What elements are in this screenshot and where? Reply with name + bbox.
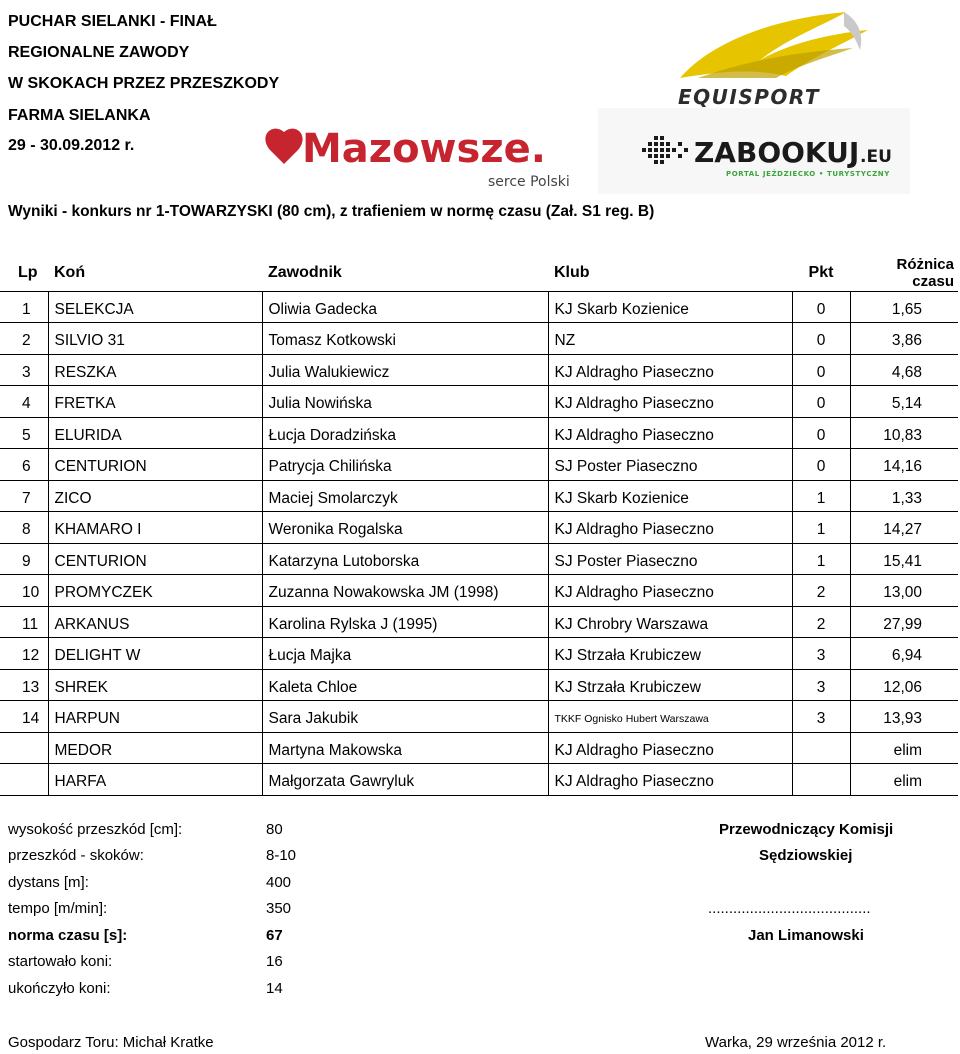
table-row <box>0 354 958 386</box>
cell-club: NZ <box>548 323 792 355</box>
cell-club: KJ Aldragho Piaseczno <box>548 575 792 607</box>
column-header-club: Klub <box>554 264 590 282</box>
column-header-rider: Zawodnik <box>268 264 342 282</box>
cell-time-difference: 27,99 <box>850 606 958 638</box>
table-row <box>0 701 958 733</box>
cell-rider: Sara Jakubik <box>262 701 548 733</box>
cell-points: 2 <box>792 575 850 607</box>
cell-rider: Karolina Rylska J (1995) <box>262 606 548 638</box>
header-line-regional: REGIONALNE ZAWODY <box>8 44 190 61</box>
signature-title-line2: Sędziowskiej <box>759 847 853 864</box>
cell-rank: 14 <box>0 701 48 733</box>
mazowsze-logo-tagline: serce Polski <box>488 174 570 190</box>
column-header-horse: Koń <box>54 264 86 282</box>
cell-club: KJ Strzała Krubiczew <box>548 638 792 670</box>
cell-points: 3 <box>792 669 850 701</box>
cell-rider: Oliwia Gadecka <box>262 291 548 323</box>
cell-rank: 7 <box>0 480 48 512</box>
cell-rank: 3 <box>0 354 48 386</box>
cell-horse: DELIGHT W <box>48 638 262 670</box>
cell-horse: ZICO <box>48 480 262 512</box>
cell-rider: Julia Nowińska <box>262 386 548 418</box>
cell-rider: Łucja Doradzińska <box>262 417 548 449</box>
cell-rank: 8 <box>0 512 48 544</box>
table-row <box>0 575 958 607</box>
header-line-venue: FARMA SIELANKA <box>8 107 151 124</box>
cell-club: SJ Poster Piaseczno <box>548 449 792 481</box>
cell-rank: 11 <box>0 606 48 638</box>
cell-time-difference: elim <box>850 732 958 764</box>
cell-rider: Łucja Majka <box>262 638 548 670</box>
cell-horse: HARPUN <box>48 701 262 733</box>
table-row <box>0 512 958 544</box>
table-row <box>0 606 958 638</box>
course-info-label: tempo [m/min]: <box>8 900 108 917</box>
cell-time-difference: 1,65 <box>850 291 958 323</box>
zabookuj-dots-icon <box>642 136 688 164</box>
cell-time-difference: 13,93 <box>850 701 958 733</box>
cell-horse: FRETKA <box>48 386 262 418</box>
course-info-value: 400 <box>266 874 292 891</box>
footer-place-date: Warka, 29 września 2012 r. <box>705 1034 887 1051</box>
cell-horse: ELURIDA <box>48 417 262 449</box>
cell-horse: SELEKCJA <box>48 291 262 323</box>
cell-points: 1 <box>792 543 850 575</box>
mazowsze-logo <box>262 114 612 194</box>
table-row <box>0 732 958 764</box>
cell-rider: Tomasz Kotkowski <box>262 323 548 355</box>
cell-rank: 4 <box>0 386 48 418</box>
course-info-value: 16 <box>266 953 283 970</box>
header-line-date: 29 - 30.09.2012 r. <box>8 137 135 154</box>
header-line-discipline: W SKOKACH PRZEZ PRZESZKODY <box>8 75 280 92</box>
cell-points: 0 <box>792 354 850 386</box>
cell-time-difference: 5,14 <box>850 386 958 418</box>
cell-rider: Martyna Makowska <box>262 732 548 764</box>
table-row <box>0 449 958 481</box>
table-row <box>0 323 958 355</box>
cell-club: KJ Skarb Kozienice <box>548 480 792 512</box>
cell-points: 2 <box>792 606 850 638</box>
cell-rider: Weronika Rogalska <box>262 512 548 544</box>
cell-horse: PROMYCZEK <box>48 575 262 607</box>
cell-time-difference: 13,00 <box>850 575 958 607</box>
cell-club: TKKF Ognisko Hubert Warszawa <box>548 701 792 733</box>
course-info-value: 67 <box>266 927 283 944</box>
cell-horse: RESZKA <box>48 354 262 386</box>
cell-points: 0 <box>792 449 850 481</box>
cell-club: KJ Aldragho Piaseczno <box>548 512 792 544</box>
course-info-value: 350 <box>266 900 292 917</box>
cell-club: KJ Chrobry Warszawa <box>548 606 792 638</box>
cell-club: KJ Aldragho Piaseczno <box>548 732 792 764</box>
cell-club: KJ Aldragho Piaseczno <box>548 354 792 386</box>
cell-points: 0 <box>792 417 850 449</box>
column-header-points: Pkt <box>808 264 834 282</box>
cell-time-difference: 4,68 <box>850 354 958 386</box>
course-info-label: dystans [m]: <box>8 874 89 891</box>
cell-horse: SILVIO 31 <box>48 323 262 355</box>
cell-time-difference: 6,94 <box>850 638 958 670</box>
zabookuj-logo-text: ZABOOKUJ <box>694 136 860 169</box>
course-info-label: norma czasu [s]: <box>8 927 128 944</box>
cell-time-difference: 14,16 <box>850 449 958 481</box>
course-info-label: ukończyło koni: <box>8 980 111 997</box>
cell-horse: MEDOR <box>48 732 262 764</box>
cell-horse: CENTURION <box>48 449 262 481</box>
course-info-label: przeszkód - skoków: <box>8 847 144 864</box>
cell-time-difference: 3,86 <box>850 323 958 355</box>
results-header-row <box>0 256 958 291</box>
header-line-title: PUCHAR SIELANKI - FINAŁ <box>8 13 217 30</box>
course-info-value: 80 <box>266 821 283 838</box>
equisport-logo-text: EQUISPORT <box>678 85 821 109</box>
cell-horse: HARFA <box>48 764 262 796</box>
cell-club: SJ Poster Piaseczno <box>548 543 792 575</box>
cell-points <box>792 732 850 764</box>
cell-points: 0 <box>792 323 850 355</box>
cell-rank: 13 <box>0 669 48 701</box>
table-row <box>0 638 958 670</box>
cell-time-difference: 10,83 <box>850 417 958 449</box>
cell-time-difference: 14,27 <box>850 512 958 544</box>
cell-rank: 2 <box>0 323 48 355</box>
cell-rider: Małgorzata Gawryluk <box>262 764 548 796</box>
cell-club: KJ Strzała Krubiczew <box>548 669 792 701</box>
zabookuj-logo <box>598 108 910 194</box>
cell-rank: 12 <box>0 638 48 670</box>
results-body <box>0 291 958 795</box>
cell-rank: 9 <box>0 543 48 575</box>
cell-rider: Zuzanna Nowakowska JM (1998) <box>262 575 548 607</box>
results-table <box>0 256 958 796</box>
cell-time-difference: elim <box>850 764 958 796</box>
cell-points: 1 <box>792 480 850 512</box>
table-row <box>0 543 958 575</box>
cell-points <box>792 764 850 796</box>
signature-title-line1: Przewodniczący Komisji <box>719 821 894 838</box>
cell-points: 3 <box>792 638 850 670</box>
cell-club: KJ Aldragho Piaseczno <box>548 764 792 796</box>
cell-time-difference: 12,06 <box>850 669 958 701</box>
equisport-logo <box>668 0 878 110</box>
cell-club: KJ Skarb Kozienice <box>548 291 792 323</box>
cell-rank <box>0 764 48 796</box>
cell-rider: Julia Walukiewicz <box>262 354 548 386</box>
cell-horse: KHAMARO I <box>48 512 262 544</box>
cell-time-difference: 15,41 <box>850 543 958 575</box>
table-row <box>0 386 958 418</box>
cell-rider: Katarzyna Lutoborska <box>262 543 548 575</box>
signature-name: Jan Limanowski <box>748 927 864 944</box>
cell-points: 0 <box>792 386 850 418</box>
table-row <box>0 417 958 449</box>
cell-rank: 1 <box>0 291 48 323</box>
course-info-label: wysokość przeszkód [cm]: <box>8 821 183 838</box>
footer-course-host: Gospodarz Toru: Michał Kratke <box>8 1034 214 1051</box>
results-subtitle: Wyniki - konkurs nr 1-TOWARZYSKI (80 cm), z trafieniem w normę czasu (Zał. S1 reg. B) <box>8 203 655 220</box>
cell-rank <box>0 732 48 764</box>
zabookuj-logo-tagline: PORTAL JEŹDZIECKO • TURYSTYCZNY <box>726 170 890 178</box>
cell-club: KJ Aldragho Piaseczno <box>548 386 792 418</box>
table-row <box>0 669 958 701</box>
cell-rider: Patrycja Chilińska <box>262 449 548 481</box>
cell-rider: Maciej Smolarczyk <box>262 480 548 512</box>
cell-rank: 5 <box>0 417 48 449</box>
mazowsze-logo-text: Mazowsze. <box>302 126 546 172</box>
cell-time-difference: 1,33 <box>850 480 958 512</box>
table-row <box>0 764 958 796</box>
table-row <box>0 291 958 323</box>
cell-rank: 10 <box>0 575 48 607</box>
cell-rank: 6 <box>0 449 48 481</box>
cell-club: KJ Aldragho Piaseczno <box>548 417 792 449</box>
cell-points: 1 <box>792 512 850 544</box>
column-header-lp: Lp <box>18 264 38 282</box>
cell-rider: Kaleta Chloe <box>262 669 548 701</box>
course-info-value: 8-10 <box>266 847 297 864</box>
cell-horse: CENTURION <box>48 543 262 575</box>
cell-points: 0 <box>792 291 850 323</box>
signature-dots: ....................................... <box>708 900 871 917</box>
table-row <box>0 480 958 512</box>
column-header-time-difference: Różnica czasu <box>896 256 954 291</box>
zabookuj-logo-suffix: .EU <box>860 147 892 167</box>
cell-horse: SHREK <box>48 669 262 701</box>
cell-horse: ARKANUS <box>48 606 262 638</box>
cell-points: 3 <box>792 701 850 733</box>
course-info-value: 14 <box>266 980 283 997</box>
course-info-label: startowało koni: <box>8 953 113 970</box>
